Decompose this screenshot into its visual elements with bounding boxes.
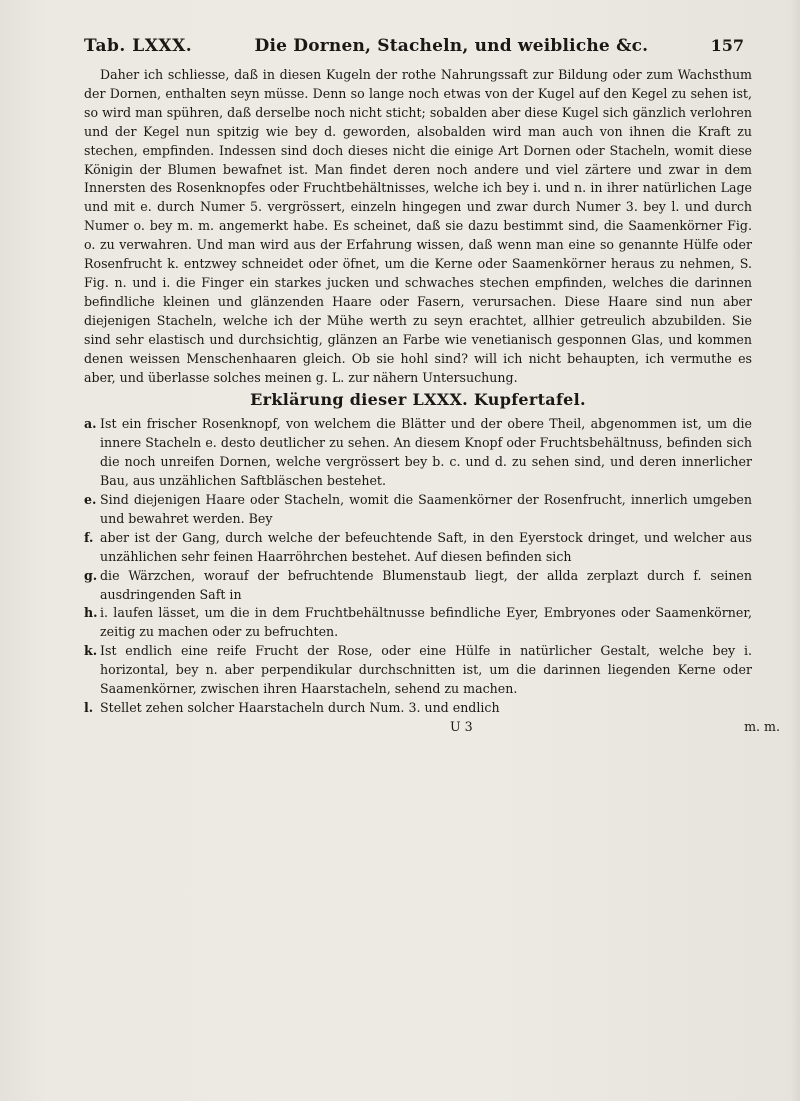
explanation-list: [84, 415, 752, 718]
plate-number: Tab. LXXX.: [84, 36, 193, 56]
explanation-entry: [84, 699, 752, 718]
entry-text: Sind diejenigen Haare oder Stacheln, womit die Saamenkörner der Rosenfrucht, innerlich umgeben und bewahret werden. Bey: [100, 492, 752, 526]
entry-label: l.: [84, 700, 94, 715]
signature-mark: U 3: [450, 718, 473, 734]
explanation-entry: [84, 491, 752, 529]
page-number: 157: [710, 36, 744, 55]
entry-label: f.: [84, 529, 94, 545]
explanation-entry: [84, 415, 752, 491]
entry-label: g.: [84, 567, 98, 583]
page-edge-shadow: [790, 0, 800, 1101]
body-paragraph: [84, 66, 752, 387]
entry-label: h.: [84, 605, 98, 621]
page-text: [84, 66, 780, 736]
explanation-entry: [84, 567, 752, 605]
entry-label: a.: [84, 416, 97, 432]
section-heading: Erklärung dieser LXXX. Kupfertafel.: [250, 390, 586, 410]
entry-text: i. laufen lässet, um die in dem Fruchtbehältnusse befindliche Eyer, Embryones oder Saamenkörner, zeitig zu machen oder zu befruchten.: [100, 605, 752, 640]
explanation-entry: [84, 604, 752, 642]
catchword: m. m.: [744, 718, 780, 734]
running-title: Die Dornen, Stacheln, und weibliche &c.: [254, 36, 649, 56]
entry-text: aber ist der Gang, durch welche der befeuchtende Saft, in den Eyerstock dringet, und welcher aus unzählichen sehr feinen Haarröhrchen bestehet. Auf diesen befinden sich: [100, 529, 752, 564]
entry-text: Ist endlich eine reife Frucht der Rose, oder eine Hülfe in natürlicher Gestalt, welche bey i. horizontal, bey n. aber perpendikular durchschnitten ist, um die darinnen liegenden Kerne oder Saamenkörner, zwischen ihren Haarstacheln, sehend zu machen.: [100, 643, 752, 697]
explanation-entry: [84, 642, 752, 699]
entry-text: die Wärzchen, worauf der befruchtende Blumenstaub liegt, der allda zerplazt durch f. seinen ausdringenden Saft in: [100, 567, 752, 602]
entry-label: e.: [84, 492, 97, 508]
page-footer: [120, 718, 780, 736]
running-header: [84, 36, 744, 60]
entry-label: k.: [84, 643, 98, 659]
entry-text: Ist ein frischer Rosenknopf, von welchem die Blätter und der obere Theil, abgenommen ist, um die innere Stacheln e. desto deutlicher zu sehen. An diesem Knopf oder Fruchtsbehältnuss, befinden sich die noch unreifen Dornen, welche vergrössert bey b. c. und d. zu sehen sind, und deren innerlicher Bau, aus unzählichen Saftbläschen bestehet.: [100, 416, 752, 489]
body-paragraph-text: Daher ich schliesse, daß in diesen Kugeln der rothe Nahrungssaft zur Bildung oder zum Wachsthum der Dornen, enthalten seyn müsse. Denn so lange noch etwas von der Kugel auf den Kegel zu sehen ist, so wird man spühren, daß derselbe noch nicht sticht; sobalden aber diese Kugel sich gänzlich verlohren und der Kegel nun spitzig wie bey d. geworden, alsobalden wird man auch von ihnen die Kraft zu stechen, empfinden. Indessen sind doch dieses nicht die einige Art Dornen oder Stacheln, womit diese Königin der Blumen bewafnet ist. Man findet deren noch andere und viel zärtere und zwar in dem Innersten des Rosenknopfes oder Fruchtbehältnisses, welche ich bey i. und n. in ihrer natürlichen Lage und mit e. durch Numer 5. vergrössert, einzeln hingegen und zwar durch Numer 3. bey l. und durch Numer o. bey m. m. angemerkt habe. Es scheinet, daß sie dazu bestimmt sind, die Saamenkörner Fig. o. zu verwahren. Und man wird aus der Erfahrung wissen, daß wenn man eine so genannte Hülfe oder Rosenfrucht k. entzwey schneidet oder öfnet, um die Kerne oder Saamenkörner heraus zu nehmen, S. Fig. n. und i. die Finger ein starkes jucken und schwaches stechen empfinden, welches die darinnen befindliche kleinen und glänzenden Haare oder Fasern, verursachen. Diese Haare sind nun aber diejenigen Stacheln, welche ich der Mühe werth zu seyn erachtet, allhier getreulich abzubilden. Sie sind sehr elastisch und durchsichtig, glänzen an Farbe wie venetianisch gesponnen Glas, und kommen denen weissen Menschenhaaren gleich. Ob sie hohl sind? will ich nicht behaupten, ich vermuthe es aber, und überlasse solches meinen g. L. zur nähern Untersuchung.: [84, 67, 752, 385]
entry-text: Stellet zehen solcher Haarstacheln durch Num. 3. und endlich: [100, 700, 500, 715]
explanation-entry: [84, 529, 752, 567]
